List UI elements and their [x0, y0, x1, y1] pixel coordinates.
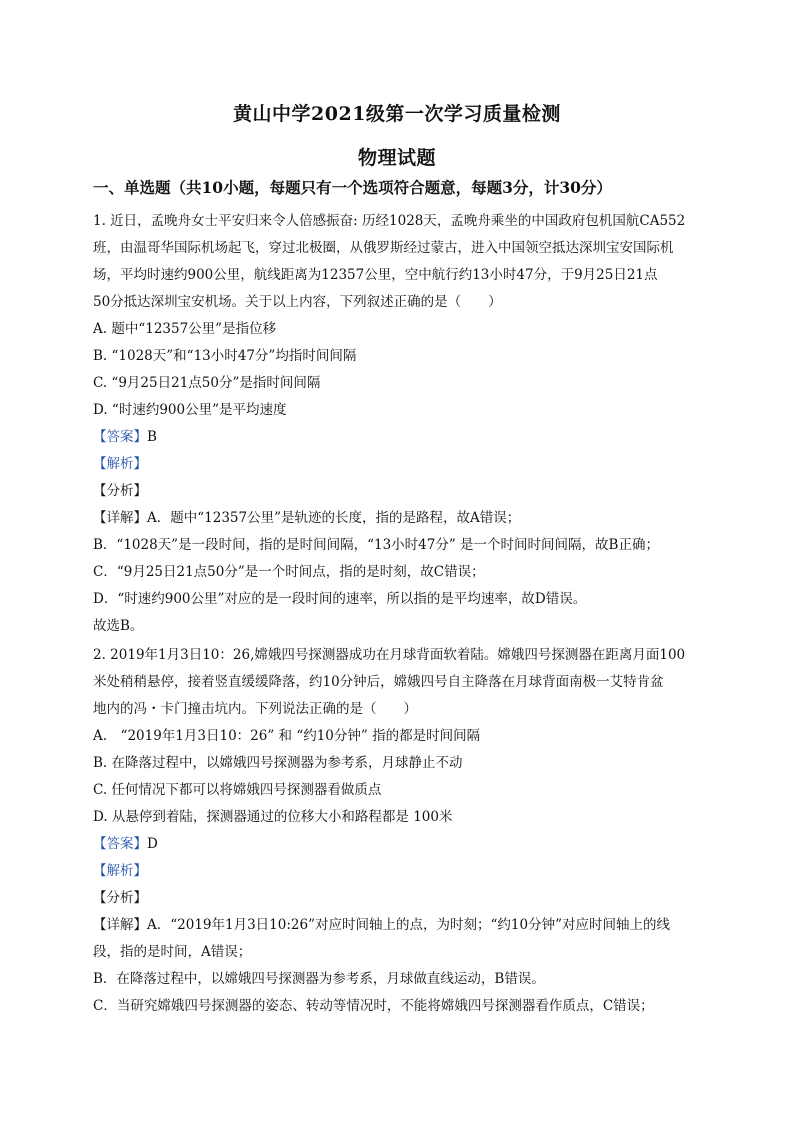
q2-stem-line-2: 米处稍稍悬停，接着竖直缓缓降落，约10分钟后，嫦娥四号自主降落在月球背面南极一艾特肯盆: [93, 674, 664, 690]
detail-text: A．“2019年1月3日10:26”对应时间轴上的点，为时刻；“约10分钟”对应时间轴上的线: [147, 917, 670, 933]
q1-detail-line-4: D．“时速约900公里”对应的是一段时间的速率，所以指的是平均速率，故D错误。: [93, 591, 587, 607]
q2-detail-line-2: 段，指的是时间，A错误；: [93, 944, 252, 960]
answer-tag: 【答案】: [93, 429, 147, 445]
q2-answer: [93, 836, 713, 852]
section-heading: 一、单选题（共10小题，每题只有一个选项符合题意，每题3分，计30分）: [93, 178, 612, 197]
detail-tag: 【详解】: [93, 510, 147, 526]
q2-option-a: A. “2019年1月3日10：26” 和 “约10分钟” 指的都是时间间隔: [93, 728, 481, 744]
q1-option-a: A. 题中“12357公里”是指位移: [93, 321, 277, 337]
q1-detail-line-2: B．“1028天”是一段时间，指的是时间间隔，“13小时47分” 是一个时间时间间隔，故B正确；: [93, 537, 659, 553]
q1-option-c: C. “9月25日21点50分”是指时间间隔: [93, 375, 321, 391]
q2-stem-line-1: 2. 2019年1月3日10：26,嫦娥四号探测器成功在月球背面软着陆。嫦娥四号探测器在距离月面100: [93, 647, 686, 663]
q1-detail-line-3: C．“9月25日21点50分”是一个时间点，指的是时刻，故C错误；: [93, 564, 485, 580]
q2-detail-line-1: [93, 917, 713, 933]
q1-stem-line-1: 1. 近日，孟晚舟女士平安归来令人倍感振奋: 历经1028天，孟晚舟乘坐的中国政府包机国航CA552: [93, 213, 686, 229]
detail-tag: 【详解】: [93, 917, 147, 933]
exam-subtitle: 物理试题: [357, 147, 436, 169]
answer-tag: 【答案】: [93, 836, 147, 852]
q1-stem-line-3: 场，平均时速约900公里，航线距离为12357公里，空中航行约13小时47分，于9月25日21点: [93, 267, 658, 283]
q1-detail-line-1: [93, 510, 713, 526]
q2-fenxi-tag: 【分析】: [93, 890, 147, 906]
q2-option-b: B. 在降落过程中，以嫦娥四号探测器为参考系，月球静止不动: [93, 755, 463, 771]
q1-analysis-tag: 【解析】: [93, 456, 147, 472]
q2-detail-line-4: C．当研究嫦娥四号探测器的姿态、转动等情况时，不能将嫦娥四号探测器看作质点，C错误；: [93, 998, 654, 1014]
q1-stem-line-2: 班，由温哥华国际机场起飞，穿过北极圈，从俄罗斯经过蒙古，进入中国领空抵达深圳宝安国际机: [93, 240, 674, 256]
detail-text: A．题中“12357公里”是轨迹的长度，指的是路程，故A错误；: [147, 510, 521, 526]
q1-option-b: B. “1028天”和“13小时47分”均指时间间隔: [93, 348, 357, 364]
answer-value: D: [147, 836, 158, 852]
q1-stem-line-4: 50分抵达深圳宝安机场。关于以上内容，下列叙述正确的是（ ）: [93, 294, 502, 310]
q2-stem-line-3: 地内的冯・卡门撞击坑内。下列说法正确的是（ ）: [93, 701, 417, 717]
q1-fenxi-tag: 【分析】: [93, 483, 147, 499]
q2-detail-line-3: B．在降落过程中，以嫦娥四号探测器为参考系，月球做直线运动，B错误。: [93, 971, 545, 987]
q1-option-d: D. “时速约900公里”是平均速度: [93, 402, 287, 418]
q1-answer: [93, 429, 713, 445]
q2-option-d: D. 从悬停到着陆，探测器通过的位移大小和路程都是 100米: [93, 809, 453, 825]
answer-value: B: [147, 429, 157, 445]
q2-analysis-tag: 【解析】: [93, 863, 147, 879]
q1-conclusion: 故选B。: [93, 618, 144, 634]
q2-option-c: C. 任何情况下都可以将嫦娥四号探测器看做质点: [93, 782, 382, 798]
exam-title: 黄山中学2021级第一次学习质量检测: [233, 103, 561, 125]
